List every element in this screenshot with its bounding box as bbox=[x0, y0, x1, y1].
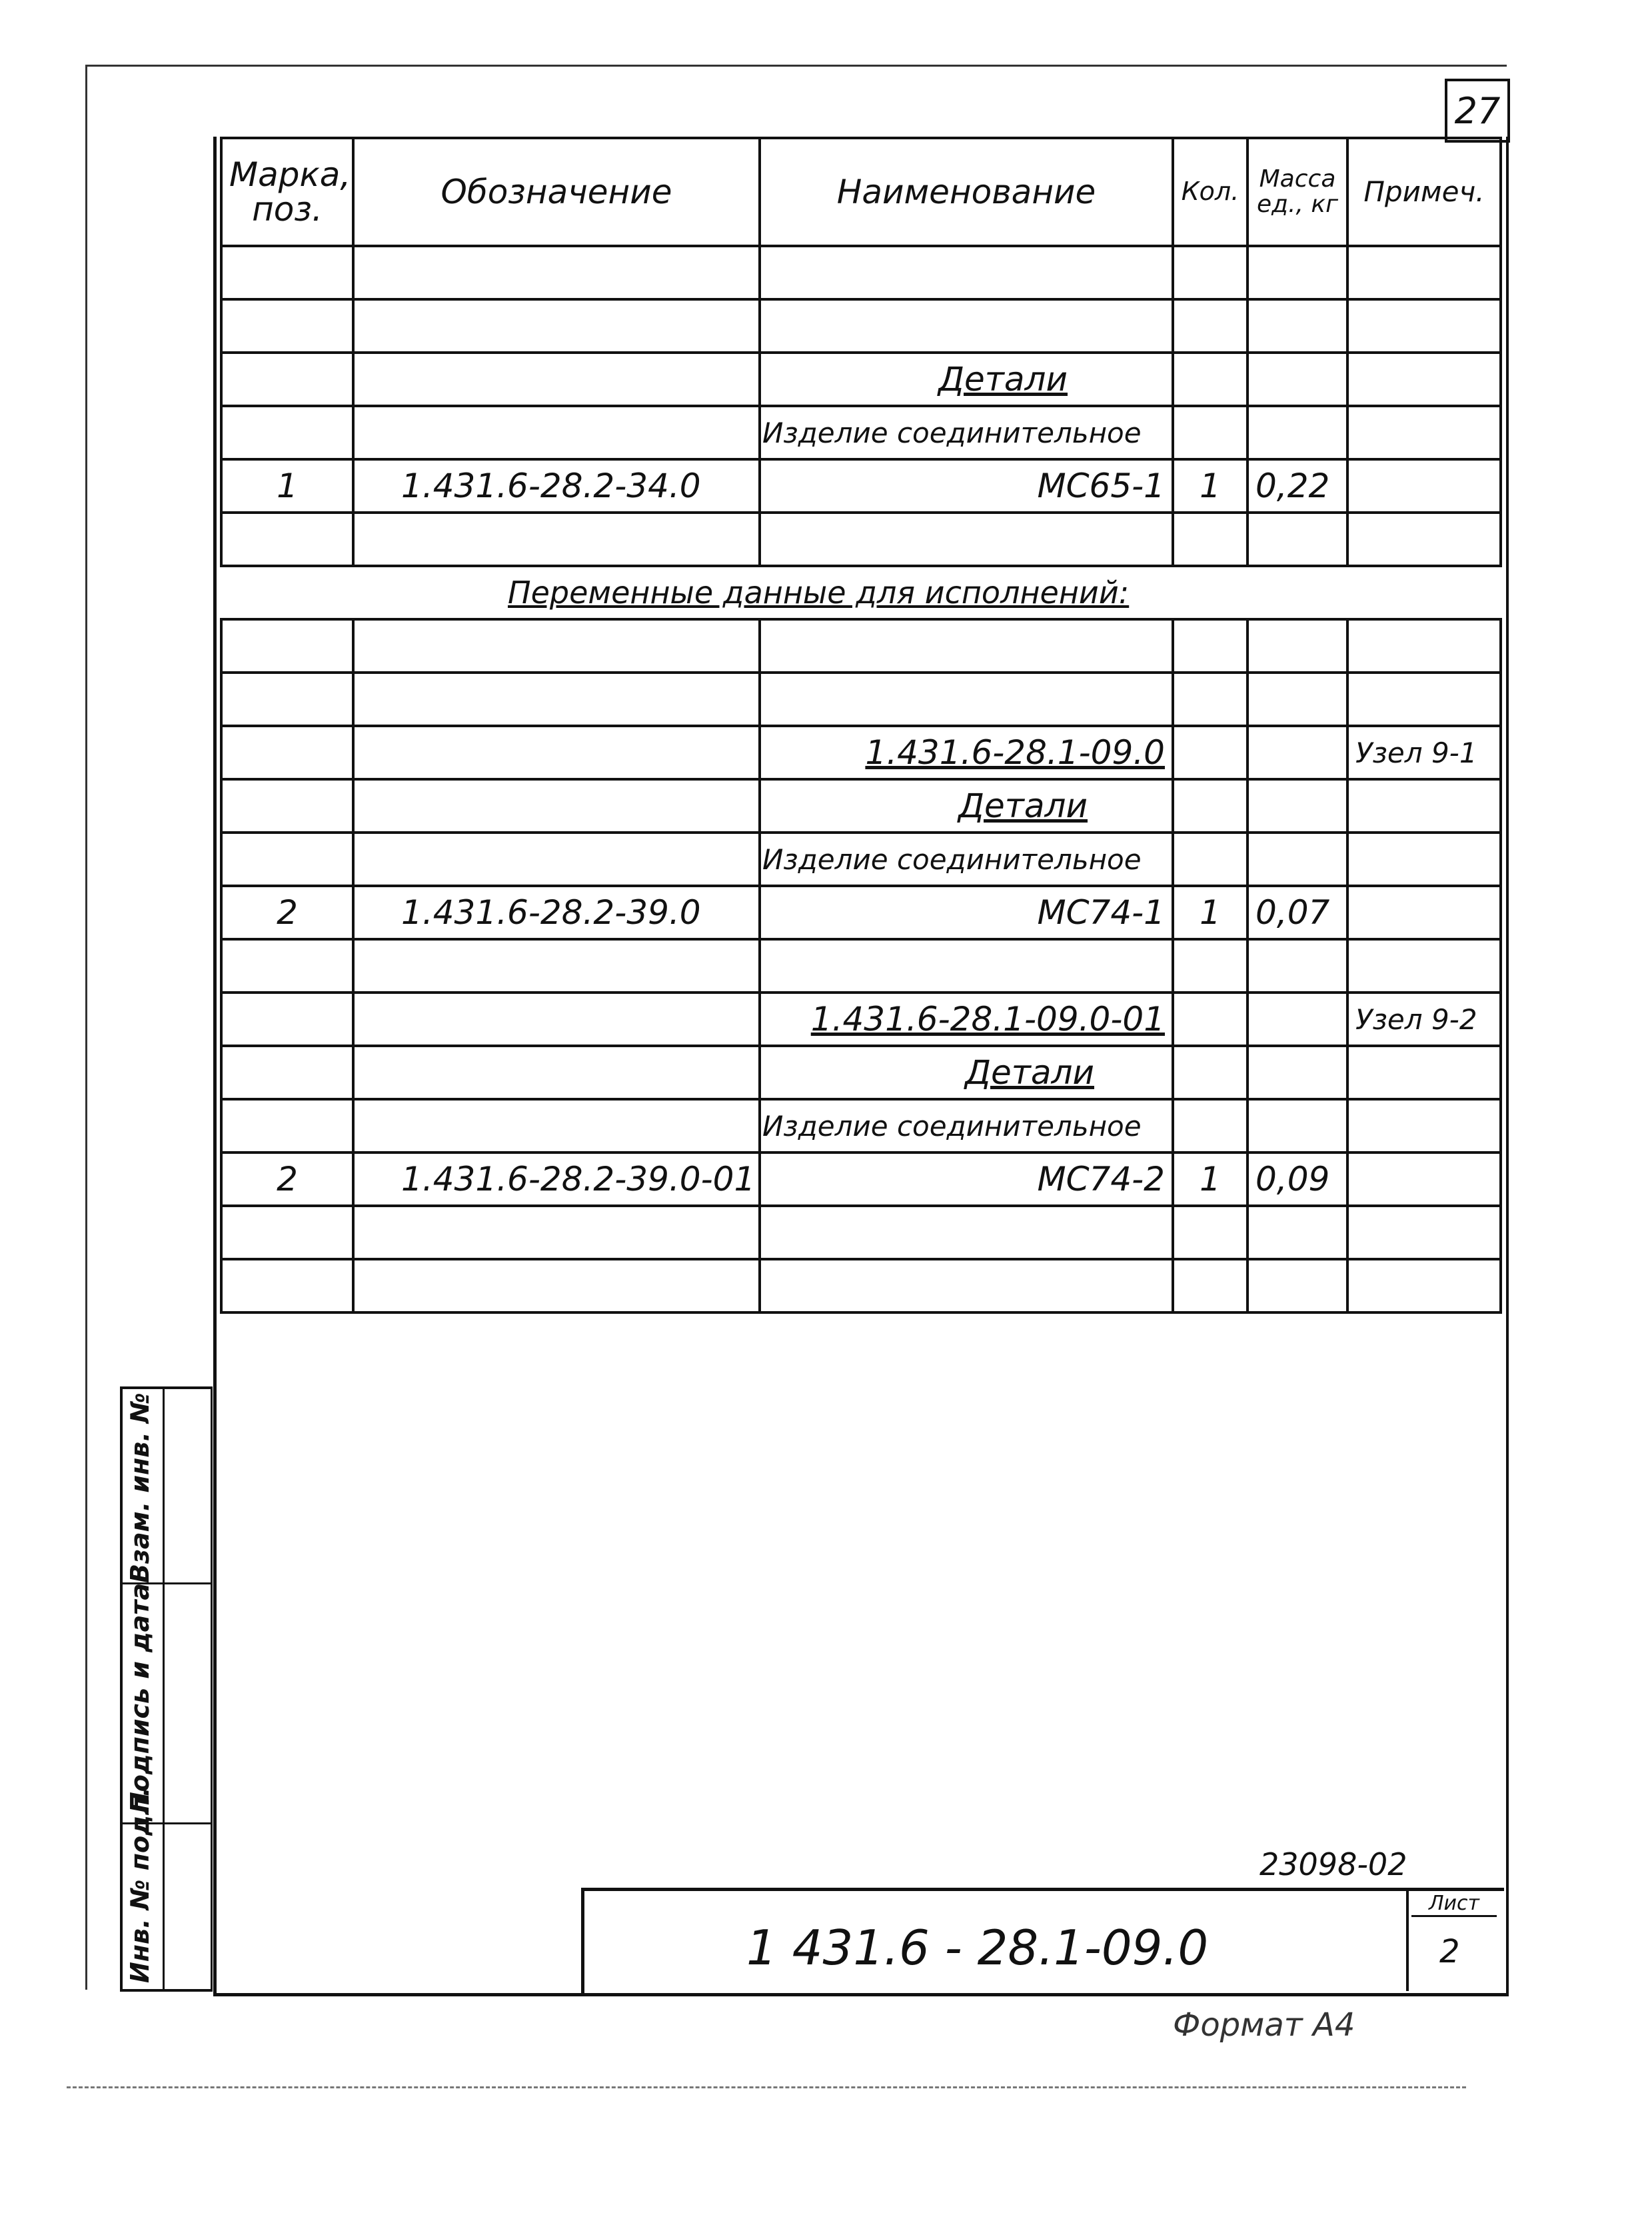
cell-qty: 1 bbox=[1173, 1152, 1247, 1206]
cell-note bbox=[1347, 459, 1501, 513]
cell-qty: 1 bbox=[1173, 886, 1247, 939]
table-row bbox=[221, 299, 1501, 353]
cell-name: МС74-1 bbox=[760, 886, 1173, 939]
header-name: Наименование bbox=[760, 138, 1173, 246]
table-row bbox=[221, 246, 1501, 299]
variant-designation: 1.431.6-28.1-09.0 bbox=[760, 726, 1173, 779]
cell-note bbox=[1347, 886, 1501, 939]
sheet-label: Лист bbox=[1411, 1892, 1497, 1917]
table-row bbox=[221, 939, 1501, 993]
table-row bbox=[221, 406, 1501, 459]
cell-name: МС74-2 bbox=[760, 1152, 1173, 1206]
inv-repl-label: Взам. инв. № bbox=[125, 1392, 155, 1583]
cell-qty: 1 bbox=[1173, 459, 1247, 513]
table-row bbox=[221, 1206, 1501, 1259]
header-designation: Обозначение bbox=[353, 138, 760, 246]
table-row bbox=[221, 993, 1501, 1046]
sheet-number-top: 27 bbox=[1445, 79, 1510, 143]
cell-designation: 1.431.6-28.2-39.0-01 bbox=[353, 1152, 760, 1206]
strip-col-2 bbox=[163, 1389, 213, 1989]
variant-note: Узел 9-2 bbox=[1347, 993, 1501, 1046]
table-row bbox=[221, 619, 1501, 673]
table-row bbox=[221, 513, 1501, 566]
archive-number: 23098-02 bbox=[1259, 1846, 1407, 1882]
variant-note: Узел 9-1 bbox=[1347, 726, 1501, 779]
cell-pos: 2 bbox=[221, 1152, 353, 1206]
table-row bbox=[221, 833, 1501, 886]
header-mass: Масса ед., кг bbox=[1247, 138, 1347, 246]
table-row bbox=[221, 1099, 1501, 1152]
table-row bbox=[221, 1046, 1501, 1099]
table-row bbox=[221, 726, 1501, 779]
item-name-heading: Изделие соединительное bbox=[760, 406, 1173, 459]
table-row bbox=[221, 673, 1501, 726]
table-row bbox=[221, 779, 1501, 833]
table-row bbox=[221, 1152, 1501, 1206]
section-heading: Детали bbox=[760, 353, 1173, 406]
cell-designation: 1.431.6-28.2-39.0 bbox=[353, 886, 760, 939]
section-heading: Детали bbox=[760, 1046, 1173, 1099]
variant-designation: 1.431.6-28.1-09.0-01 bbox=[760, 993, 1173, 1046]
item-name-heading: Изделие соединительное bbox=[760, 1099, 1173, 1152]
document-designation: 1 431.6 - 28.1-09.0 bbox=[746, 1920, 1209, 1976]
inv-orig-label: Инв. № подл. bbox=[125, 1786, 155, 1983]
table-row bbox=[221, 1259, 1501, 1312]
cell-name: МС65-1 bbox=[760, 459, 1173, 513]
header-pos: Марка, поз. bbox=[221, 138, 353, 246]
variable-data-heading: Переменные данные для исполнений: bbox=[221, 566, 1501, 619]
scan-edge-line bbox=[67, 2086, 1466, 2088]
cell-note bbox=[1347, 1152, 1501, 1206]
cell-pos: 2 bbox=[221, 886, 353, 939]
cell-mass: 0,22 bbox=[1247, 459, 1347, 513]
table-row bbox=[221, 566, 1501, 619]
table-row bbox=[221, 459, 1501, 513]
table-row bbox=[221, 353, 1501, 406]
cell-mass: 0,09 bbox=[1247, 1152, 1347, 1206]
cell-designation: 1.431.6-28.2-34.0 bbox=[353, 459, 760, 513]
format-label: Формат А4 bbox=[1173, 2006, 1355, 2044]
table-row bbox=[221, 886, 1501, 939]
specification-table bbox=[220, 137, 1502, 1314]
item-name-heading: Изделие соединительное bbox=[760, 833, 1173, 886]
sign-date-label: Подпись и дата bbox=[125, 1582, 155, 1813]
table-header-row bbox=[221, 138, 1501, 246]
table-body bbox=[221, 246, 1501, 1312]
cell-mass: 0,07 bbox=[1247, 886, 1347, 939]
section-heading: Детали bbox=[760, 779, 1173, 833]
header-qty: Кол. bbox=[1173, 138, 1247, 246]
cell-pos: 1 bbox=[221, 459, 353, 513]
header-note: Примеч. bbox=[1347, 138, 1501, 246]
sheet-number: 2 bbox=[1439, 1933, 1460, 1970]
